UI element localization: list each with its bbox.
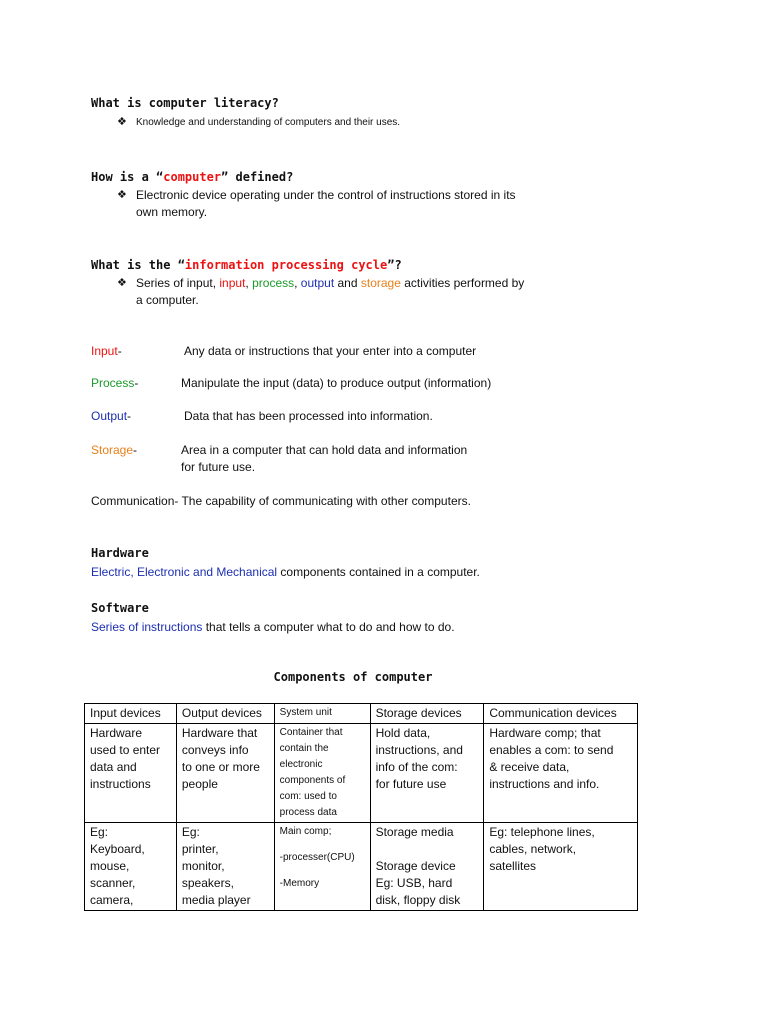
cell-line: cables, network, (489, 842, 577, 856)
term-label: Output (91, 409, 128, 423)
table-cell (274, 724, 370, 823)
table-cell (274, 823, 370, 911)
cell-line: Hardware comp; that (489, 726, 601, 740)
definition-line: for future use. (181, 460, 256, 474)
cell-line: monitor, (181, 859, 225, 873)
table-title: Components of computer (273, 670, 433, 684)
cell-line: used to enter (90, 743, 161, 757)
cell-line: info of the com: (375, 760, 458, 774)
question-suffix: ”? (387, 258, 402, 272)
answer-text: Knowledge and understanding of computers and their uses. (136, 117, 401, 128)
cell-line: conveys info (181, 743, 249, 757)
hardware-rest: components contained in a computer. (277, 565, 480, 579)
table-header-row (85, 704, 638, 724)
answer-line: Electronic device operating under the control of instructions stored in its (136, 188, 516, 202)
table-row (85, 724, 638, 823)
communication-definition: Communication- The capability of communicating with other computers. (91, 494, 471, 508)
definition-term-input (91, 344, 122, 358)
term-dash: - (134, 376, 139, 390)
cell-spacer (280, 840, 365, 850)
cell-line: Container that (279, 727, 343, 738)
definition-text-process (181, 375, 521, 392)
question-suffix: ” defined? (221, 170, 294, 184)
table-cell (85, 724, 177, 823)
term-label: Input (91, 344, 118, 358)
definition-line: Manipulate the input (data) to produce output (information) (181, 376, 492, 390)
question-computer-literacy: What is computer literacy? (91, 96, 279, 110)
cell-line: components of (279, 775, 346, 786)
definition-text-input (184, 343, 524, 360)
cell-line: speakers, (181, 876, 234, 890)
cell-line: for future use (375, 777, 447, 791)
cell-line: -processer(CPU) (279, 852, 355, 863)
cell-line: to one or more (181, 760, 260, 774)
definition-text-output (184, 408, 524, 425)
cell-line: Hardware that (181, 726, 258, 740)
answer-bullet-3 (117, 275, 547, 309)
definition-text-storage (181, 442, 521, 476)
table-cell (484, 823, 638, 911)
diamond-bullet-icon: ❖ (117, 116, 127, 128)
header-cell: System unit (274, 704, 370, 724)
cell-line: Hardware (90, 726, 143, 740)
software-rest: that tells a computer what to do and how to do. (202, 620, 455, 634)
cell-line: Storage media (375, 825, 454, 839)
cell-line: people (181, 777, 218, 791)
hardware-heading: Hardware (91, 546, 149, 560)
answer-part: activities performed by (400, 276, 525, 290)
output-word: output (300, 276, 335, 290)
hardware-highlight: Electric, Electronic and Mechanical (91, 565, 278, 579)
hardware-definition (91, 565, 480, 579)
table-cell (370, 724, 484, 823)
cell-line: scanner, (90, 876, 136, 890)
table-cell (370, 823, 484, 911)
question-info-processing-cycle (91, 258, 402, 272)
answer-line (136, 275, 547, 292)
answer-line: own memory. (136, 205, 208, 219)
software-definition (91, 620, 455, 634)
cell-line: Eg: (181, 825, 200, 839)
cell-line: Storage device (375, 859, 456, 873)
header-cell: Storage devices (370, 704, 484, 724)
table-cell (176, 823, 274, 911)
input-word: input (219, 276, 246, 290)
components-table (84, 703, 638, 911)
header-cell: Input devices (85, 704, 177, 724)
question-prefix: What is the “ (91, 258, 185, 272)
cell-spacer (280, 866, 365, 876)
cell-line: disk, floppy disk (375, 893, 461, 907)
cell-line: contain the (279, 743, 329, 754)
definition-term-output (91, 409, 131, 423)
cell-line: camera, (90, 893, 134, 907)
definition-line: Any data or instructions that your enter into a computer (184, 344, 477, 358)
cell-line: Eg: (90, 825, 109, 839)
cell-line: mouse, (90, 859, 130, 873)
cell-line: Main comp; (279, 826, 332, 837)
diamond-bullet-icon: ❖ (117, 189, 127, 201)
definition-line: Area in a computer that can hold data and information (181, 443, 468, 457)
cell-line: enables a com: to send (489, 743, 614, 757)
table-cell (176, 724, 274, 823)
question-computer-defined (91, 170, 293, 184)
cell-line: Hold data, (375, 726, 431, 740)
table-cell (484, 724, 638, 823)
definition-term-storage (91, 443, 137, 457)
cell-line: instructions (90, 777, 151, 791)
definition-line: Data that has been processed into information. (184, 409, 433, 423)
software-highlight: Series of instructions (91, 620, 203, 634)
answer-line: a computer. (136, 293, 199, 307)
diamond-bullet-icon: ❖ (117, 277, 127, 289)
table-row (85, 823, 638, 911)
answer-part: , (245, 276, 253, 290)
table-cell (85, 823, 177, 911)
answer-bullet-2 (117, 187, 547, 221)
software-heading: Software (91, 601, 149, 615)
cell-line: instructions, and (375, 743, 463, 757)
cell-line: com: used to (279, 791, 337, 802)
cell-line: printer, (181, 842, 219, 856)
cell-line: instructions and info. (489, 777, 600, 791)
process-word: process (252, 276, 295, 290)
cell-line: data and (90, 760, 137, 774)
term-dash: - (133, 443, 138, 457)
cell-line: Eg: telephone lines, (489, 825, 595, 839)
cell-line: -Memory (279, 878, 320, 889)
question-prefix: How is a “ (91, 170, 164, 184)
term-label: Storage (91, 443, 134, 457)
definition-term-process (91, 376, 138, 390)
term-dash: - (127, 409, 132, 423)
question-highlight: computer (163, 170, 222, 184)
answer-part: and (334, 276, 361, 290)
cell-line: & receive data, (489, 760, 570, 774)
cell-line: process data (279, 807, 337, 818)
cell-line: Eg: USB, hard (375, 876, 453, 890)
answer-bullet-1 (117, 114, 547, 131)
cell-line: satellites (489, 859, 537, 873)
answer-part: Series of input, (136, 276, 220, 290)
header-cell: Communication devices (484, 704, 638, 724)
cell-line: electronic (279, 759, 323, 770)
cell-line: Keyboard, (90, 842, 145, 856)
question-highlight: information processing cycle (184, 258, 388, 272)
storage-word: storage (360, 276, 401, 290)
header-cell: Output devices (176, 704, 274, 724)
answer-part: , (294, 276, 301, 290)
cell-line: media player (181, 893, 251, 907)
term-label: Process (91, 376, 135, 390)
cell-spacer (376, 841, 479, 858)
term-dash: - (117, 344, 122, 358)
